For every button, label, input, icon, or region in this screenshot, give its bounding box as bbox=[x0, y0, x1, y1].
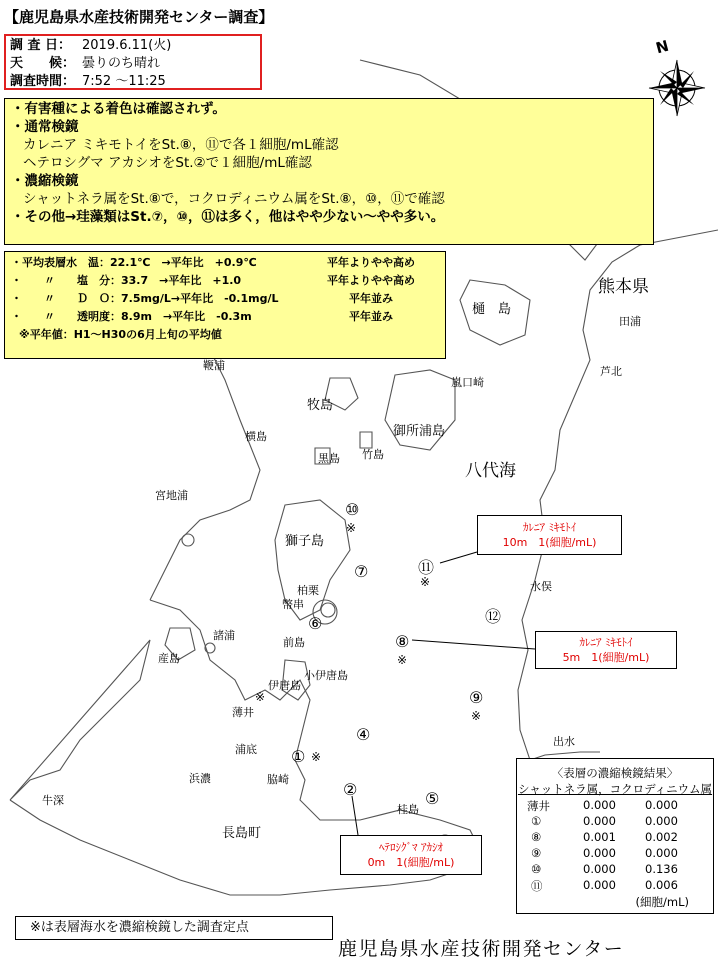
results-station: ① bbox=[531, 814, 542, 828]
callout11-leader bbox=[440, 552, 477, 563]
results-title: 〈表層の濃縮検鏡結果〉 bbox=[551, 766, 679, 780]
footnote-box: ※は表層海水を濃縮検鏡した調査定点 bbox=[15, 916, 333, 940]
water-quality-assessment: 平年よりやや高め bbox=[327, 274, 415, 287]
place-ushifuka: 牛深 bbox=[42, 794, 64, 807]
callout-station-8 bbox=[535, 631, 677, 669]
station-9: ⑨ bbox=[469, 688, 484, 707]
results-value-b: 0.136 bbox=[645, 862, 678, 876]
place-miyachiura: 宮地浦 bbox=[155, 489, 188, 502]
callout2-leader bbox=[352, 796, 358, 835]
callout-station-11 bbox=[477, 515, 622, 555]
water-quality-value: ・ 〃 透明度：8.9m →平年比 -0.3m bbox=[11, 310, 252, 323]
water-quality-row bbox=[11, 254, 439, 272]
place-koikarashima: 小伊唐島 bbox=[304, 669, 348, 682]
callout-species: ｶﾚﾆｱ ﾐｷﾓﾄｲ bbox=[579, 636, 633, 649]
results-unit: (細胞/mL) bbox=[635, 895, 689, 909]
results-value-a: 0.000 bbox=[583, 862, 616, 876]
results-value-a: 0.000 bbox=[583, 878, 616, 892]
station-4: ④ bbox=[356, 725, 371, 744]
survey-date-label: 調 査 日： bbox=[10, 38, 72, 53]
station-11: ⑪ bbox=[418, 558, 435, 577]
results-value-b: 0.000 bbox=[645, 798, 678, 812]
results-station: ⑨ bbox=[531, 846, 542, 860]
place-bokuura: 鞭浦 bbox=[203, 359, 225, 372]
sample-mark: ※ bbox=[255, 690, 266, 704]
sample-mark: ※ bbox=[471, 709, 482, 723]
callout-species: ｶﾚﾆｱ ﾐｷﾓﾄｲ bbox=[523, 521, 576, 534]
place-morosaura: 諸浦 bbox=[213, 629, 235, 642]
results-value-b: 0.006 bbox=[645, 878, 678, 892]
results-value-b: 0.002 bbox=[645, 830, 678, 844]
results-row bbox=[517, 814, 713, 830]
results-value-b: 0.000 bbox=[645, 846, 678, 860]
observations-box bbox=[4, 98, 654, 245]
water-quality-row bbox=[11, 308, 439, 326]
place-kuroshima: 黒島 bbox=[318, 452, 340, 465]
place-ikarashima: 伊唐島 bbox=[268, 679, 301, 692]
place-katsurashima: 桂島 bbox=[397, 803, 419, 816]
place-shishijima: 獅子島 bbox=[285, 534, 325, 549]
place-yokoshima: 横島 bbox=[245, 430, 267, 443]
page-title: 【鹿児島県水産技術開発センター調査】 bbox=[4, 8, 274, 26]
water-quality-assessment: 平年並み bbox=[327, 310, 393, 323]
callout8-leader bbox=[412, 640, 535, 649]
average-note: ※平年値：H1〜H30の6月上旬の平均値 bbox=[19, 328, 222, 341]
results-station: 薄井 bbox=[527, 799, 550, 813]
place-hino: 樋 島 bbox=[472, 302, 512, 317]
survey-weather-label: 天 候： bbox=[10, 56, 76, 71]
water-quality-value: ・ 〃 塩 分：33.7 →平年比 +1.0 bbox=[11, 274, 242, 287]
sample-mark: ※ bbox=[346, 521, 357, 535]
survey-weather-row bbox=[10, 55, 256, 73]
survey-info-box bbox=[4, 34, 262, 90]
observation-line: ・有害種による着色は確認されず。 bbox=[11, 101, 226, 117]
results-row bbox=[517, 830, 713, 846]
sample-mark: ※ bbox=[420, 575, 431, 589]
results-station: ⑩ bbox=[531, 862, 542, 876]
place-sanshima: 産島 bbox=[158, 652, 180, 665]
results-subtitle: シャットネラ属，コクロディニウム属 bbox=[517, 782, 713, 796]
results-station: ⑪ bbox=[531, 879, 543, 893]
station-7: ⑦ bbox=[354, 562, 369, 581]
results-value-b: 0.000 bbox=[645, 814, 678, 828]
observation-line: シャットネラ属をSt.⑧で，コクロディニウム属をSt.⑧，⑩，⑪で確認 bbox=[23, 191, 445, 207]
place-tamura: 田浦 bbox=[619, 315, 641, 328]
water-quality-value: ・ 〃 Ｄ Ｏ：7.5mg/L→平年比 -0.1mg/L bbox=[11, 292, 279, 305]
station-6: ⑥ bbox=[308, 614, 323, 633]
results-row bbox=[517, 878, 713, 894]
kumamoto-coastline bbox=[518, 230, 718, 760]
concentration-results-box bbox=[516, 758, 714, 914]
water-quality-row bbox=[11, 290, 439, 308]
callout-depth-count: 10m 1(細胞/mL) bbox=[502, 536, 597, 549]
results-station: ⑧ bbox=[531, 830, 542, 844]
water-quality-row bbox=[11, 272, 439, 290]
place-goshoura: 御所浦島 bbox=[393, 424, 446, 439]
station-10: ⑩ bbox=[345, 500, 360, 519]
callout-station-2 bbox=[340, 835, 482, 875]
place-kaiguri: 柏栗 bbox=[297, 584, 319, 597]
water-quality-assessment: 平年よりやや高め bbox=[327, 256, 415, 269]
survey-time-label: 調査時間： bbox=[10, 74, 76, 89]
islet bbox=[321, 603, 335, 617]
callout-depth-count: 5m 1(細胞/mL) bbox=[562, 651, 650, 664]
place-wakiura: 脇崎 bbox=[267, 773, 289, 786]
results-value-a: 0.001 bbox=[583, 830, 616, 844]
station-1: ① bbox=[291, 747, 306, 766]
place-hamaura: 浜濃 bbox=[189, 772, 211, 785]
station-8: ⑧ bbox=[395, 632, 410, 651]
place-takeshima: 竹島 bbox=[362, 448, 384, 461]
results-row bbox=[517, 798, 713, 814]
results-row bbox=[517, 846, 713, 862]
place-yoshikawa: 嵐口崎 bbox=[451, 376, 484, 389]
observation-line: カレニア ミキモトイをSt.⑧，⑪で各１細胞/mL確認 bbox=[23, 137, 339, 153]
survey-date-value: 2019.6.11(火) bbox=[82, 38, 172, 53]
results-row bbox=[517, 862, 713, 878]
survey-date-row bbox=[10, 37, 256, 55]
sample-mark: ※ bbox=[311, 750, 322, 764]
observation-line: ・濃縮検鏡 bbox=[11, 173, 79, 189]
results-value-a: 0.000 bbox=[583, 814, 616, 828]
callout-depth-count: 0m 1(細胞/mL) bbox=[367, 856, 455, 869]
place-ashikita: 芦北 bbox=[600, 365, 622, 378]
place-minamata: 水俣 bbox=[530, 580, 552, 593]
place-kumamoto: 熊本県 bbox=[598, 277, 649, 297]
observation-line: ヘテロシグマ アカシオをSt.②で１細胞/mL確認 bbox=[23, 155, 312, 171]
observation-line: ・通常検鏡 bbox=[11, 119, 79, 135]
survey-time-value: 7:52 〜11:25 bbox=[82, 74, 166, 89]
callout-species: ﾍﾃﾛｼｸﾞﾏ ｱｶｼｵ bbox=[379, 841, 443, 854]
place-kohama: 幣串 bbox=[282, 598, 304, 611]
place-nagashimacho: 長島町 bbox=[222, 826, 262, 841]
islet bbox=[182, 534, 194, 546]
compass-north-label: N bbox=[653, 36, 671, 58]
water-quality-value: ・平均表層水 温：22.1℃ →平年比 +0.9℃ bbox=[11, 256, 257, 269]
results-value-a: 0.000 bbox=[583, 846, 616, 860]
water-quality-assessment: 平年並み bbox=[327, 292, 393, 305]
station-12: ⑫ bbox=[485, 607, 502, 626]
water-quality-box bbox=[4, 251, 446, 359]
survey-time-row bbox=[10, 73, 256, 91]
results-value-a: 0.000 bbox=[583, 798, 616, 812]
station-2: ② bbox=[343, 780, 358, 799]
place-usui: 薄井 bbox=[232, 706, 254, 719]
observation-line: ・その他→珪藻類はSt.⑦，⑩，⑪は多く，他はやや少ない〜やや多い。 bbox=[11, 209, 445, 225]
compass-rose-icon bbox=[649, 60, 705, 116]
sample-mark: ※ bbox=[397, 653, 408, 667]
place-demizu: 出水 bbox=[553, 735, 575, 748]
place-yatsushiro-sea: 八代海 bbox=[465, 461, 516, 481]
organization-credit: 鹿児島県水産技術開発センター bbox=[338, 938, 625, 960]
station-5: ⑤ bbox=[425, 789, 440, 808]
nagashima-west-coastline bbox=[10, 640, 150, 800]
place-maeshima: 前島 bbox=[283, 636, 305, 649]
survey-weather-value: 曇りのち晴れ bbox=[82, 56, 161, 71]
place-makishima: 牧島 bbox=[307, 398, 334, 413]
place-urashita: 浦底 bbox=[235, 743, 257, 756]
